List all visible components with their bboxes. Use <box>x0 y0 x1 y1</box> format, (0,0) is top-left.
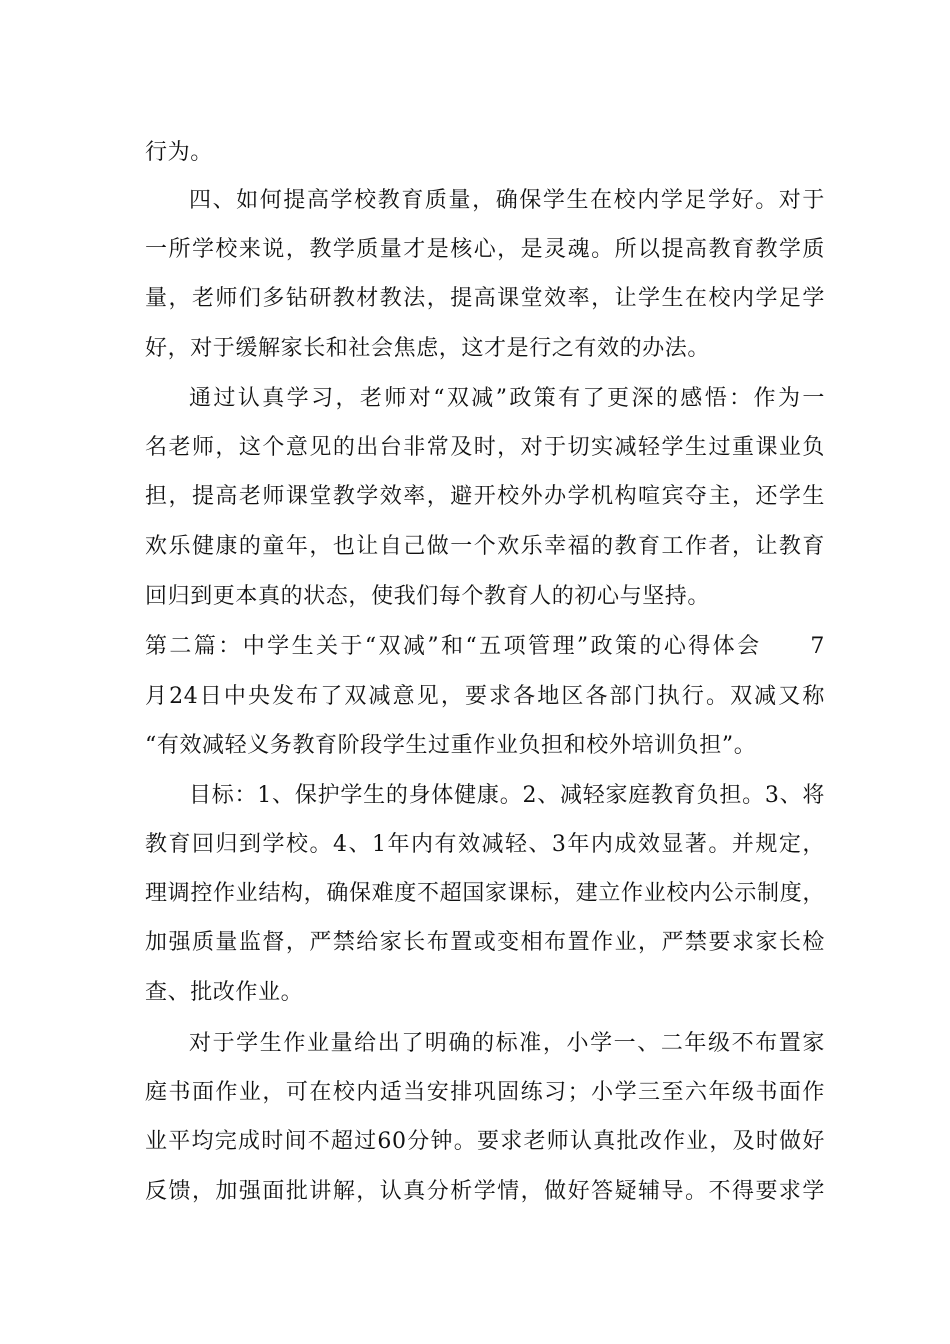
text-line: 业平均完成时间不超过60分钟。要求老师认真批改作业，及时做好 <box>145 1129 825 1154</box>
text-line: 一所学校来说，教学质量才是核心，是灵魂。所以提高教育教学质 <box>145 237 825 262</box>
text-line: 行为。 <box>145 140 213 165</box>
text-line: 四、如何提高学校教育质量，确保学生在校内学足学好。对于 <box>189 188 825 213</box>
text-line: 好，对于缓解家长和社会焦虑，这才是行之有效的办法。 <box>145 336 711 361</box>
text-line: 名老师，这个意见的出台非常及时，对于切实减轻学生过重课业负 <box>145 435 825 460</box>
text-line: 庭书面作业，可在校内适当安排巩固练习；小学三至六年级书面作 <box>145 1080 825 1105</box>
text-line: 加强质量监督，严禁给家长布置或变相布置作业，严禁要求家长检 <box>145 930 825 955</box>
text-line: 查、批改作业。 <box>145 980 304 1005</box>
section-heading-line: 第二篇：中学生关于“双减”和“五项管理”政策的心得体会 7 <box>145 634 825 659</box>
text-line: 通过认真学习，老师对“双减”政策有了更深的感悟：作为一 <box>189 386 825 411</box>
text-line: 担，提高老师课堂教学效率，避开校外办学机构喧宾夺主，还学生 <box>145 484 825 509</box>
text-line: “有效减轻义务教育阶段学生过重作业负担和校外培训负担”。 <box>145 733 757 758</box>
text-line: 目标：1、保护学生的身体健康。2、减轻家庭教育负担。3、将 <box>189 783 825 808</box>
text-line: 量，老师们多钻研教材教法，提高课堂效率，让学生在校内学足学 <box>145 286 825 311</box>
text-line: 对于学生作业量给出了明确的标准，小学一、二年级不布置家 <box>189 1031 825 1056</box>
text-line: 回归到更本真的状态，使我们每个教育人的初心与坚持。 <box>145 584 711 609</box>
text-line: 教育回归到学校。4、1年内有效减轻、3年内成效显著。并规定， <box>145 832 825 857</box>
text-line: 理调控作业结构，确保难度不超国家课标，建立作业校内公示制度， <box>145 881 825 906</box>
text-line: 反馈，加强面批讲解，认真分析学情，做好答疑辅导。不得要求学 <box>145 1179 825 1204</box>
text-line: 欢乐健康的童年，也让自己做一个欢乐幸福的教育工作者，让教育 <box>145 534 825 559</box>
text-line: 月24日中央发布了双减意见，要求各地区各部门执行。双减又称 <box>145 684 825 709</box>
